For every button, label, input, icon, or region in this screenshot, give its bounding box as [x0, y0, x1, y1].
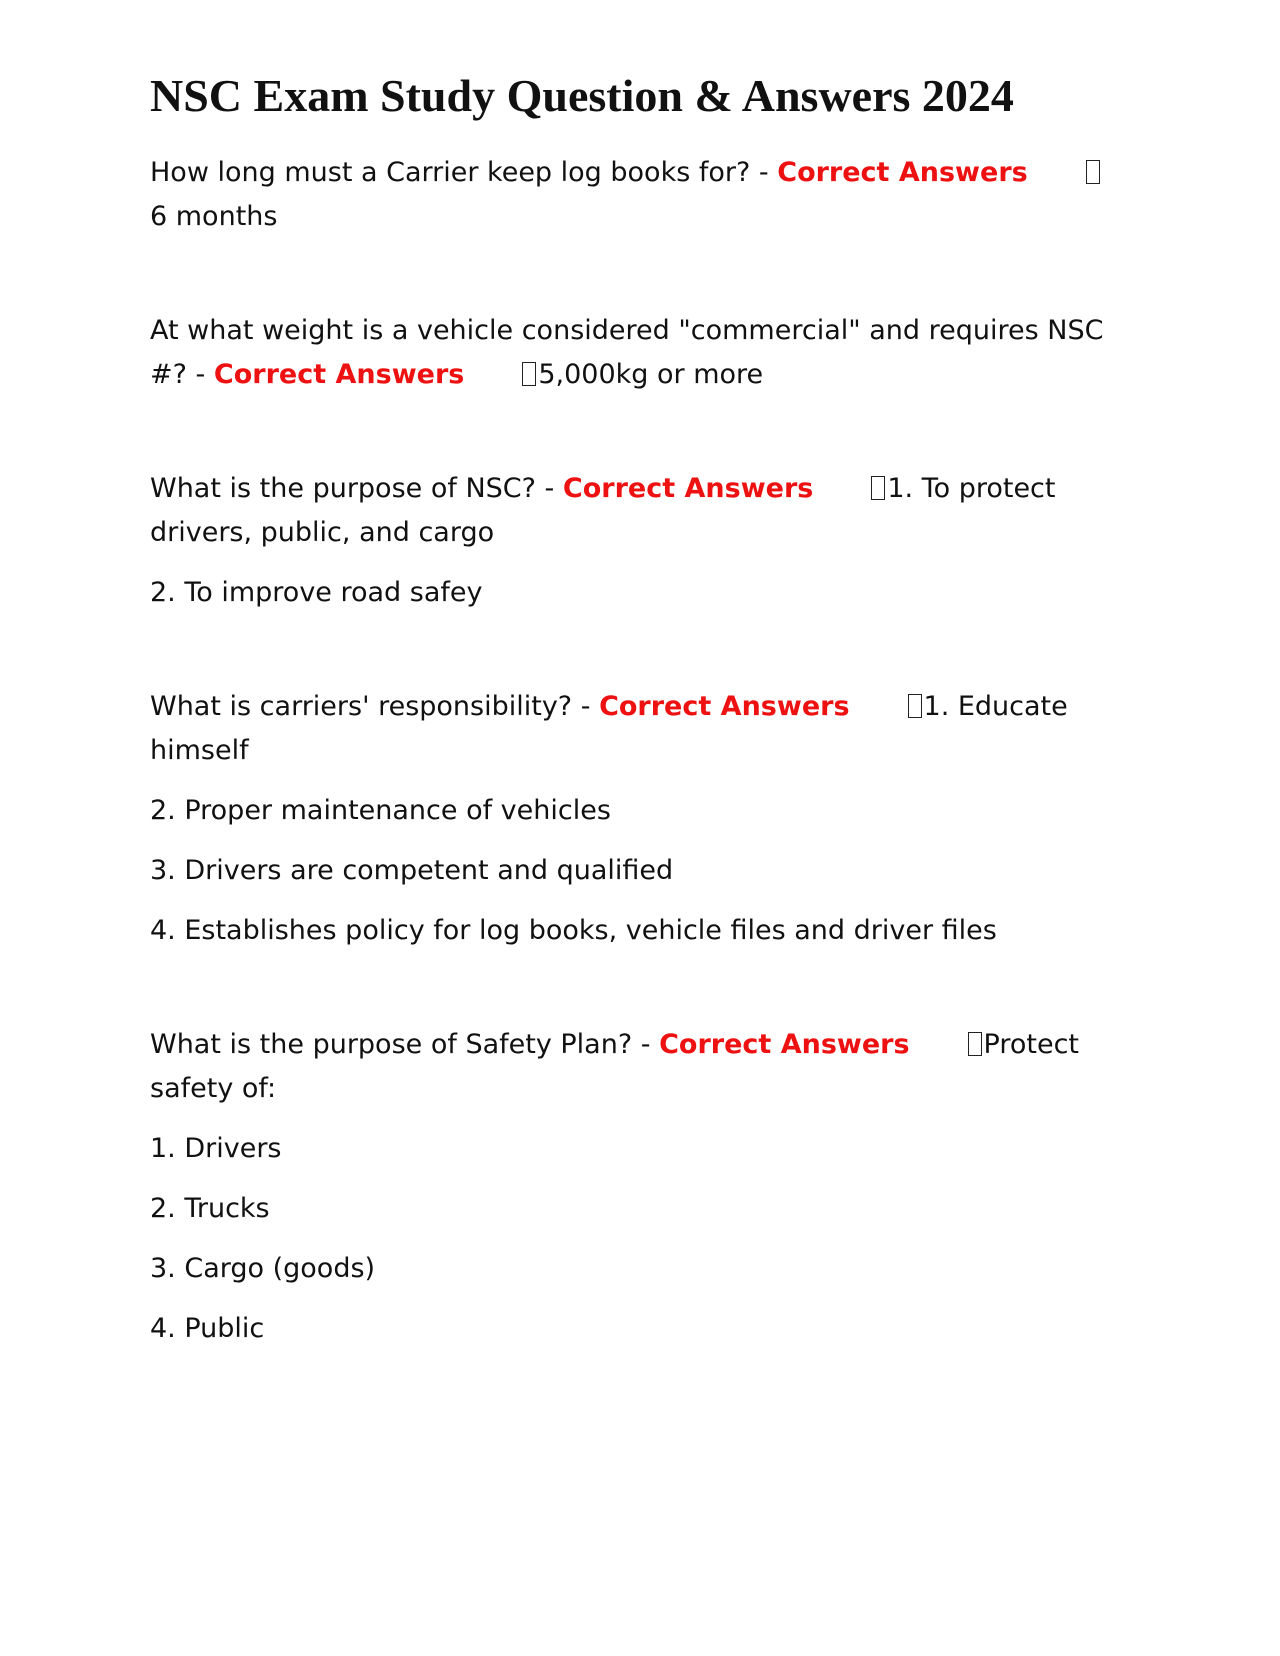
answer-list-item: 3. Drivers are competent and qualified: [150, 854, 674, 886]
qa-question-line: [150, 151, 1110, 239]
separator: -: [186, 358, 214, 390]
missing-glyph-box-icon: [968, 1032, 982, 1056]
answer-list-item: 3. Cargo (goods): [150, 1252, 376, 1284]
answer-list-item: 2. Proper maintenance of vehicles: [150, 794, 611, 826]
document-title: NSC Exam Study Question & Answers 2024: [150, 70, 1014, 121]
question-text: What is carriers' responsibility?: [150, 690, 573, 722]
correct-answers-label: Correct Answers: [562, 472, 814, 504]
separator: -: [750, 156, 778, 188]
qa-block: [150, 685, 1110, 953]
missing-glyph-box-icon: [522, 362, 536, 386]
answer-list-item: 2. Trucks: [150, 1192, 270, 1224]
question-text: How long must a Carrier keep log books for?: [150, 156, 751, 188]
qa-block: [150, 467, 1110, 615]
question-text: What is the purpose of Safety Plan?: [150, 1028, 633, 1060]
answer-list-item: 4. Establishes policy for log books, vehicle files and driver files: [150, 914, 997, 946]
separator: -: [632, 1028, 660, 1060]
answer-text: Protect safety of:: [150, 1028, 1080, 1104]
qa-question-line: [150, 1023, 1110, 1111]
qa-question-line: [150, 467, 1110, 555]
missing-glyph-box-icon: [908, 694, 922, 718]
question-text: At what weight is a vehicle considered "commercial" and requires NSC #?: [150, 314, 1104, 390]
question-text: What is the purpose of NSC?: [150, 472, 536, 504]
answer-text: 1. Educate himself: [150, 690, 1068, 766]
separator: -: [535, 472, 563, 504]
missing-glyph-box-icon: [871, 476, 885, 500]
qa-block: [150, 1023, 1110, 1351]
separator: -: [572, 690, 600, 722]
document-page: [150, 70, 1110, 1421]
missing-glyph-box-icon: [1086, 160, 1100, 184]
answer-text: 1. To protect drivers, public, and cargo: [150, 472, 1056, 548]
answer-list-item: 4. Public: [150, 1312, 265, 1344]
correct-answers-label: Correct Answers: [213, 358, 465, 390]
correct-answers-label: Correct Answers: [777, 156, 1028, 188]
answer-list-item: 1. Drivers: [150, 1132, 282, 1164]
qa-question-line: [150, 685, 1110, 773]
correct-answers-label: Correct Answers: [659, 1028, 910, 1060]
answer-text: 6 months: [150, 200, 278, 232]
qa-block: [150, 309, 1110, 397]
answer-text: 5,000kg or more: [538, 358, 764, 390]
answer-list-item: 2. To improve road safey: [150, 576, 483, 608]
qa-question-line: [150, 309, 1110, 397]
correct-answers-label: Correct Answers: [599, 690, 850, 722]
qa-block: [150, 151, 1110, 239]
